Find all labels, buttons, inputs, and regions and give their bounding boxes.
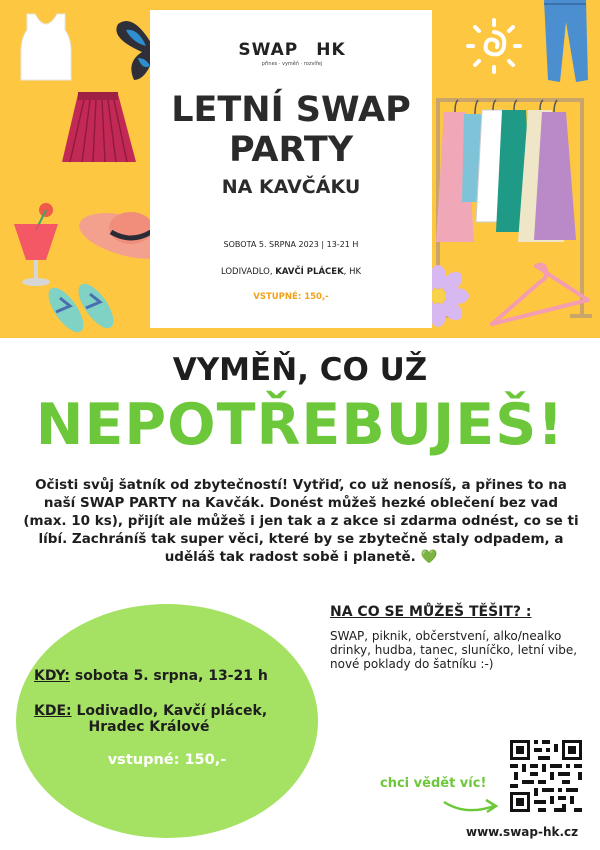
poster-title-line2: PARTY: [228, 130, 354, 170]
arrow-icon: [442, 794, 502, 820]
looking-forward-text: SWAP, piknik, občerstvení, alko/nealko drinky, hudba, tanec, sluníčko, letní vibe, nové poklady do šatníku :-): [330, 629, 578, 671]
poster-title-line1: LETNÍ SWAP: [171, 90, 411, 130]
flip-flops-icon: [46, 276, 122, 336]
info-fee: vstupné: 150,-: [107, 752, 227, 768]
looking-forward-title: NA CO SE MŮŽEŠ TĚŠIT? :: [330, 604, 532, 620]
more-info-cta[interactable]: chci vědět víc!: [380, 776, 487, 791]
logo-wordmark: SWAP HK: [238, 40, 346, 60]
poster-subtitle: NA KAVČÁKU: [221, 176, 361, 198]
logo: [238, 40, 346, 67]
info-where: KDE: Lodivadlo, Kavčí plácek, Hradec Králové: [34, 703, 268, 735]
headline-line1: VYMĚŇ, CO UŽ: [172, 352, 428, 388]
sun-icon: [466, 18, 522, 74]
headline-line2: NEPOTŘEBUJEŠ!: [35, 392, 565, 458]
poster-fee: VSTUPNÉ: 150,-: [253, 292, 329, 302]
info-when: KDY: sobota 5. srpna, 13-21 h: [34, 668, 268, 684]
website-link[interactable]: www.swap-hk.cz: [466, 825, 579, 839]
pleated-skirt-icon: [60, 92, 138, 164]
jeans-icon: [538, 0, 590, 84]
tank-top-icon: [15, 12, 77, 82]
logo-tagline: přines · vyměň · rozvířej: [261, 61, 323, 67]
poster-title: [150, 90, 432, 170]
qr-code-icon[interactable]: [508, 738, 584, 814]
poster-date: SOBOTA 5. SRPNA 2023 | 13-21 H: [223, 240, 359, 249]
description-paragraph: Očisti svůj šatník od zbytečností! Vytřiď, co už nenosíš, a přines to na naší SWAP PARTY na Kavčák. Donést můžeš hezké oblečení bez vad (max. 10 ks), přijít ale můžeš i jen tak a z akce si zdarma odnést, co se ti líbí. Zachráníš tak super věci, které by se zbytečně staly odpadem, a uděláš tak radost sobě i planetě. 💚: [23, 477, 579, 565]
cocktail-icon: [6, 196, 66, 288]
green-heart-icon: 💚: [420, 549, 438, 565]
hanger-icon: [486, 260, 594, 330]
poster-place: LODIVADLO, KAVČÍ PLÁCEK, HK: [220, 267, 362, 277]
